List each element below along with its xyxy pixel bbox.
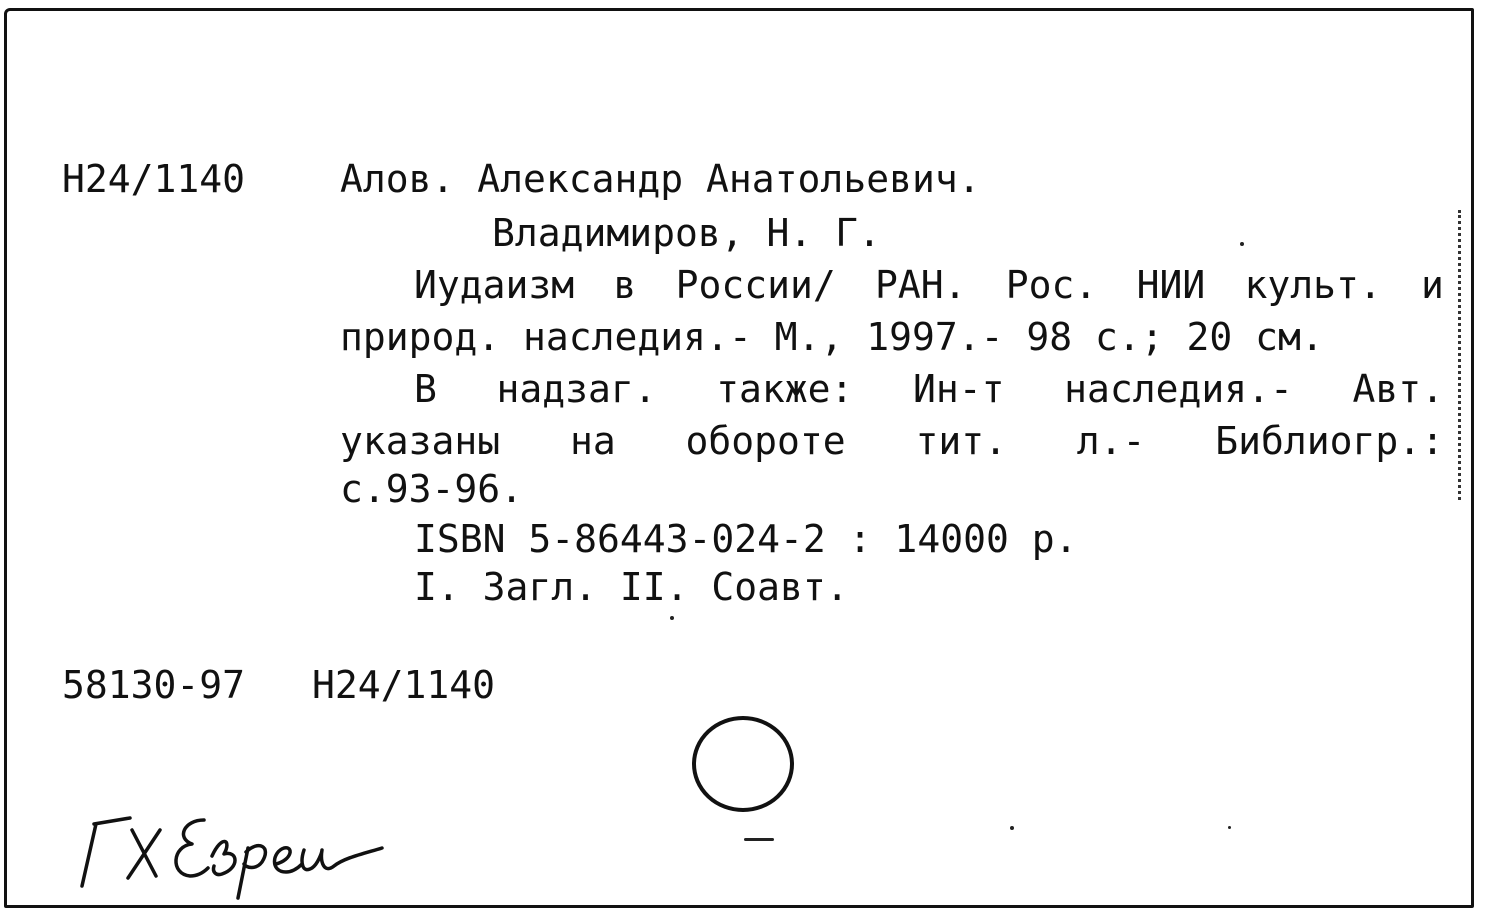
isbn-line: ISBN 5-86443-024-2 : 14000 р.	[414, 517, 1078, 561]
tracings-line: I. Загл. II. Соавт.	[414, 565, 849, 609]
note-word: Ин-т	[913, 367, 1005, 411]
title-word: России/	[675, 263, 836, 307]
title-word: Рос.	[1005, 263, 1098, 307]
handwritten-subject-note	[72, 790, 402, 900]
coauthor-line: Владимиров, Н. Г.	[492, 211, 881, 255]
call-number-bottom: Н24/1140	[312, 663, 496, 707]
note-word: указаны	[340, 419, 501, 463]
note-word: Авт.	[1352, 367, 1444, 411]
note-word: л.-	[1076, 419, 1146, 463]
note-word: наследия.-	[1064, 367, 1293, 411]
note-word: также:	[716, 367, 854, 411]
bibliography-pages: с.93-96.	[340, 467, 524, 511]
imprint-line: природ. наследия.- М., 1997.- 98 с.; 20 см.	[340, 315, 1324, 359]
note-word: Библиогр.:	[1215, 419, 1444, 463]
note-word: надзаг.	[496, 367, 657, 411]
title-word: НИИ	[1136, 263, 1206, 307]
note-line-2	[340, 418, 1444, 464]
scan-speck	[744, 838, 774, 841]
call-number: Н24/1140	[62, 157, 246, 201]
note-word: обороте	[685, 419, 846, 463]
title-word: в	[613, 263, 637, 307]
scan-speck	[1010, 826, 1014, 830]
title-word: и	[1421, 263, 1444, 307]
card-punch-hole	[690, 714, 796, 816]
scan-speck	[1228, 826, 1231, 829]
note-word: тит.	[915, 419, 1007, 463]
note-word: на	[569, 419, 616, 463]
note-line-1	[414, 366, 1444, 412]
scan-speck	[670, 616, 674, 620]
title-word: Иудаизм	[414, 263, 575, 307]
title-word: РАН.	[875, 263, 967, 307]
title-word: культ.	[1244, 263, 1382, 307]
scan-speck	[1240, 242, 1244, 246]
card-perforation-edge	[1458, 210, 1461, 500]
note-word: В	[414, 367, 437, 411]
accession-number: 58130-97	[62, 663, 246, 707]
author-heading: Алов. Александр Анатольевич.	[340, 157, 981, 201]
title-line-1	[414, 262, 1444, 308]
